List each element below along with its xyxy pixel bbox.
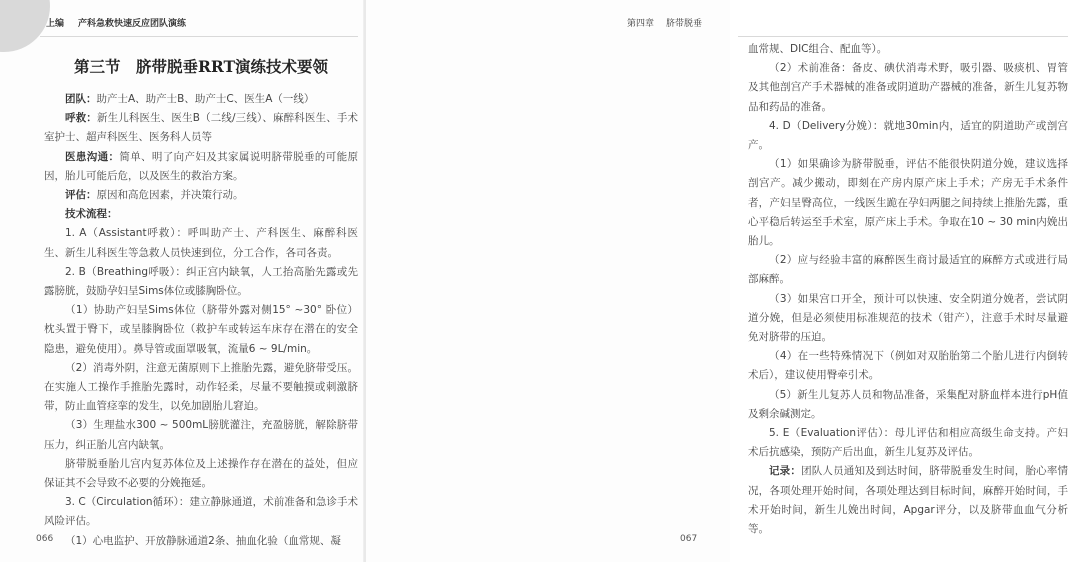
step-d5-paragraph: （5）新生儿复苏人员和物品准备，采集配对脐血样本进行pH值及剩余碱测定。: [748, 388, 1068, 420]
step-d2-paragraph: （2）应与经验丰富的麻醉医生商讨最适宜的麻醉方式或进行局部麻醉。: [748, 254, 1068, 286]
right-header-rule: [738, 36, 1068, 37]
flow-label: 技术流程：: [65, 208, 118, 221]
team-paragraph: [44, 90, 358, 109]
step-e-paragraph: 5. E（Evaluation评估）：母儿评估和相应高级生命支持。产妇术后抗感染，预防产后出血，新生儿复苏及评估。: [748, 427, 1068, 459]
record-paragraph: [748, 462, 1068, 539]
call-paragraph: [44, 109, 358, 147]
step-c-paragraph: 3. C（Circulation循环）：建立静脉通道，术前准备和急诊手术风险评估。: [44, 496, 358, 528]
step-b4-paragraph: 脐带脱垂胎儿宫内复苏体位及上述操作存在潜在的益处，但应保证其不会导致不必要的分娩拖延。: [44, 457, 358, 490]
step-b-paragraph: 2. B（Breathing呼吸）：纠正宫内缺氧，人工抬高胎先露或先露膀胱，鼓励孕妇呈Sims体位或膝胸卧位。: [44, 265, 358, 298]
chapter-label: 第四章: [626, 19, 654, 29]
step-a-paragraph: 1. A（Assistant呼救）：呼叫助产士、产科医生、麻醉科医生、新生儿科医生等急救人员快速到位，分工合作，各司各责。: [44, 227, 358, 259]
step-c1-continued: 血常规、DIC组合、配血等）。: [748, 43, 888, 55]
step-c1-paragraph: （1）心电监护、开放静脉通道2条、抽血化验（血常规、凝: [65, 534, 341, 547]
step-d3-paragraph: （3）如果宫口开全，预计可以快速、安全阴道分娩者，尝试阴道分娩，但是必须使用标准规范的技术（钳产），注意手术时尽量避免对脐带的压迫。: [748, 292, 1068, 344]
part-label: 上编: [46, 19, 65, 29]
assessment-label: 评估：: [65, 189, 97, 202]
step-c2-paragraph: （2）术前准备：备皮、碘伏消毒术野，吸引器、吸痰机、胃管及其他剖宫产手术器械的准备或阴道助产器械的准备，新生儿复苏物品和药品的准备。: [748, 62, 1068, 113]
communication-text: 简单、明了向产妇及其家属说明脐带脱垂的可能原因，胎儿可能后危，以及医生的救治方案。: [44, 150, 359, 182]
communication-paragraph: [44, 148, 358, 186]
team-label: 团队：: [65, 93, 97, 105]
call-text: 新生儿科医生、医生B（二线/三线）、麻醉科医生、手术室护士、超声科医生、医务科人员等: [44, 112, 358, 144]
step-d4-paragraph: （4）在一些特殊情况下（例如对双胎胎第二个胎儿进行内倒转术后），建议使用臀牵引术。: [748, 350, 1068, 382]
step-b3-paragraph: （3）生理盐水300 ~ 500mL膀胱灌注，充盈膀胱，解除脐带压力，纠正胎儿宫内缺氧。: [44, 419, 358, 451]
left-running-header: [46, 16, 186, 29]
step-d-paragraph: 4. D（Delivery分娩）：就地30min内，适宜的阴道助产或剖宫产。: [748, 119, 1068, 152]
left-header-rule: [40, 36, 358, 37]
right-running-header: [627, 16, 702, 29]
left-page: [0, 0, 365, 562]
left-page-number: 066: [36, 534, 54, 544]
team-text: 助产士A、助产士B、助产士C、医生A（一线）: [96, 93, 315, 105]
call-label: 呼救：: [65, 112, 97, 125]
section-title: 第三节 脐带脱垂RRT演练技术要领: [73, 57, 329, 76]
step-d1-paragraph: （1）如果确诊为脐带脱垂，评估不能很快阴道分娩，建议选择剖宫产。减少搬动，即刻在产房内原产床上手术；产房无手术条件者，产妇呈臀高位，一线医生跪在孕妇两腿之间持续上推胎先露，重心平稳后转运至手术室，原产床上手术。争取在10 ~ 30 min内娩出胎儿。: [748, 158, 1068, 248]
record-text: 团队人员通知及到达时间，脐带脱垂发生时间，胎心率情况，各项处理开始时间，各项处理达到目标时间，麻醉开始时间，手术开始时间，新生儿娩出时间，Apgar评分，以及脐带血血气分析等。: [748, 465, 1068, 536]
step-b2-paragraph: （2）消毒外阴，注意无菌原则下上推胎先露，避免脐带受压。在实施人工操作手推胎先露时，动作轻柔，尽量不要触摸或刺激脐带，防止血管痉挛的发生，以免加剧胎儿窘迫。: [44, 361, 358, 413]
right-page-content: [748, 40, 1068, 539]
step-b1-paragraph: （1）协助产妇呈Sims体位（脐带外露对侧15° ~30° 卧位）枕头置于臀下，或呈膝胸卧位（救护车或转运车床存在潜在的安全隐患，避免使用）。鼻导管或面罩吸氧，流量6 ~ 9L/min。: [44, 304, 358, 355]
assessment-text: 原因和高危因素，并决策行动。: [96, 189, 244, 202]
right-page-number: 067: [680, 534, 698, 544]
part-title: 产科急救快速反应团队演练: [78, 19, 187, 29]
record-label: 记录：: [769, 465, 802, 478]
left-page-content: [44, 48, 358, 551]
communication-label: 医患沟通：: [65, 150, 120, 163]
chapter-title: 脐带脱垂: [665, 19, 702, 29]
right-page: [366, 0, 1068, 562]
section-tab-circle: [0, 0, 50, 52]
assessment-paragraph: [44, 186, 358, 205]
flow-heading: [44, 205, 358, 224]
